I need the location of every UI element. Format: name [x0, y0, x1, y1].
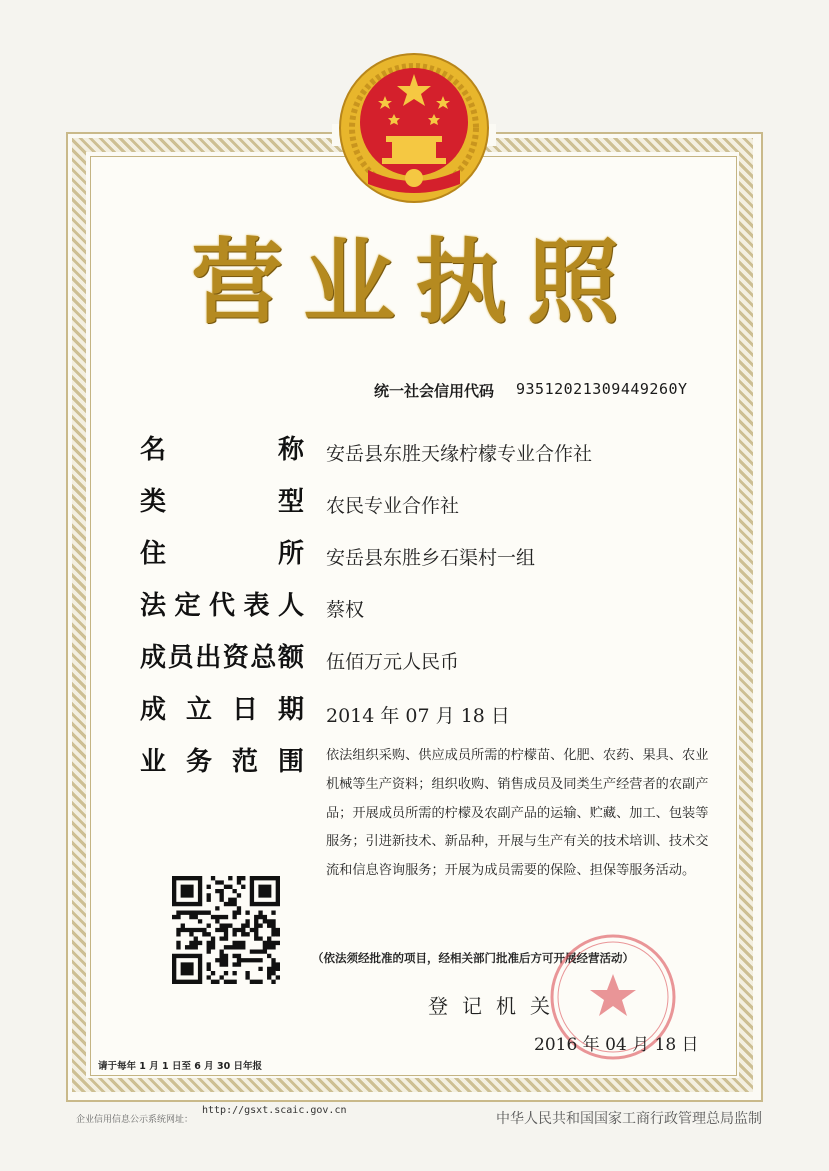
supervisor-note: 中华人民共和国国家工商行政管理总局监制: [496, 1111, 762, 1127]
founded-value: 2014 年 07 月 18 日: [326, 705, 510, 727]
legal-rep-value: 蔡权: [326, 599, 365, 621]
name-value: 安岳县东胜天缘柠檬专业合作社: [326, 443, 593, 465]
founded-label: 成立日期: [140, 695, 304, 725]
website-url: http://gsxt.scaic.gov.cn: [202, 1105, 347, 1116]
annual-report-note: 请于每年 1 月 1 日至 6 月 30 日年报: [98, 1061, 263, 1072]
type-label: 类型: [140, 487, 304, 517]
capital-label: 成员出资总额: [140, 643, 304, 673]
scope-value: 依法组织采购、供应成员所需的柠檬苗、化肥、农药、果具、农业机械等生产资料；组织收购、销售成员及同类生产经营者的农副产品；开展成员所需的柠檬及农副产品的运输、贮藏、加工、包装等服务；引进新技术、新品种，开展与生产有关的技术培训、技术交流和信息咨询服务；开展为成员需要的保险、担保等服务活动。: [326, 748, 709, 879]
national-emblem-icon: [338, 52, 490, 204]
issue-date: 2016 年 04 月 18 日: [534, 1035, 699, 1055]
capital-value: 伍佰万元人民币: [326, 651, 460, 673]
credit-code-label: 统一社会信用代码: [374, 382, 495, 400]
name-label: 名称: [140, 435, 304, 465]
registration-authority-label: 登记机关: [428, 994, 564, 1018]
credit-code-value: 93512021309449260Y: [516, 380, 688, 398]
address-value: 安岳县东胜乡石渠村一组: [326, 547, 536, 569]
address-label: 住所: [140, 539, 304, 569]
type-value: 农民专业合作社: [326, 495, 460, 517]
website-label: 企业信用信息公示系统网址：: [76, 1115, 194, 1125]
certificate-title: 营业执照: [190, 229, 639, 336]
approval-notice: （依法须经批准的项目，经相关部门批准后方可开展经营活动）: [312, 951, 634, 965]
qr-code-icon: [172, 876, 280, 984]
scope-label: 业务范围: [140, 747, 304, 777]
legal-rep-label: 法定代表人: [140, 591, 304, 621]
